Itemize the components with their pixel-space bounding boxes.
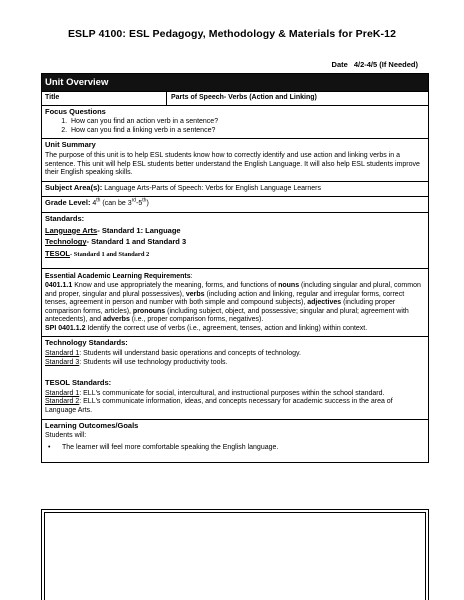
subject-areas-value: Language Arts-Parts of Speech: Verbs for English Language Learners [104,184,321,192]
next-table-inner [44,512,426,600]
technology-standard-3: Standard 3: Students will use technology productivity tools. [45,358,228,366]
standard-tesol: TESOL- Standard 1 and Standard 2 [45,248,150,258]
technology-standards-heading: Technology Standards: [45,338,128,348]
learning-outcomes-intro: Students will: [45,432,87,440]
date-line [332,60,418,69]
list-item: 1. How can you find an action verb in a sentence? [69,118,425,127]
tesol-standard-2: Standard 2: ELL's communicate information, ideas, and concepts necessary for academic success in the area of Language Arts. [45,398,393,415]
date-label: Date [331,60,348,69]
eal-text: 0401.1.1 Know and use appropriately the meaning, forms, and functions of nouns (including singular and plural, common and proper, singular and plural possessives), verbs (including action and linking, regular and irregular forms, correct tenses, agreement in person and number with both simple and compound subjects), adjectives (including proper comparison forms, articles), pronouns (including subject, object, and possessive; singular and plural; agreement with antecedents), and adverbs (i.e., proper comparison forms, negatives). [45,281,421,324]
grade-level-label: Grade Level: [45,198,91,208]
unit-summary-heading: Unit Summary [45,140,96,150]
grade-level-section [42,196,428,212]
title-label: Title [42,92,167,105]
title-row [42,91,428,105]
grade-level-value: 4th (can be 3rd-5th) [92,198,149,208]
unit-overview-header: Unit Overview [42,74,428,91]
unit-overview-table [41,73,429,463]
title-value: Parts of Speech- Verbs (Action and Linking) [171,94,317,101]
subject-areas-label: Subject Area(s): [45,182,103,192]
technology-standard-1: Standard 1: Students will understand basic operations and concepts of technology. [45,350,301,358]
focus-questions-section [42,105,428,139]
unit-summary-text: The purpose of this unit is to help ESL students know how to correctly identify and use action and linking verbs in a sentence. This unit will help ESL students better understand the English Language. It will also help ESL students improve their English speaking skills. [45,151,420,177]
standards-heading: Standards: [45,213,85,223]
standards-section [42,212,428,268]
date-value: 4/2-4/5 (If Needed) [353,60,418,69]
standard-technology: Technology- Standard 1 and Standard 3 [45,237,187,247]
eal-spi-text: SPI 0401.1.2 Identify the correct use of verbs (i.e., agreement, tenses, action and linking) within context. [45,324,368,332]
unit-summary-section [42,138,428,180]
focus-questions-list [45,118,425,135]
focus-questions-heading: Focus Questions [45,106,106,116]
tesol-standards-heading: TESOL Standards: [45,378,112,388]
list-item: 2. How can you find a linking verb in a sentence? [69,127,425,136]
next-table-outline [41,509,429,600]
tesol-standard-1: Standard 1: ELL's communicate for social, intercultural, and instructional purposes within the school standard. [45,389,385,397]
learning-outcomes-heading: Learning Outcomes/Goals [45,420,139,430]
bullet-icon: • [48,443,51,451]
learning-outcomes-section [42,419,428,463]
standards-detail-section [42,336,428,418]
eal-heading: Essential Academic Learning Requirements: [45,273,193,281]
eal-section [42,268,428,336]
subject-areas-section [42,181,428,197]
list-item: • The learner will feel more comfortable speaking the English language. [45,444,425,453]
standard-language-arts: Language Arts- Standard 1: Language [45,225,181,235]
document-title: ESLP 4100: ESL Pedagogy, Methodology & Materials for PreK-12 [67,28,397,40]
